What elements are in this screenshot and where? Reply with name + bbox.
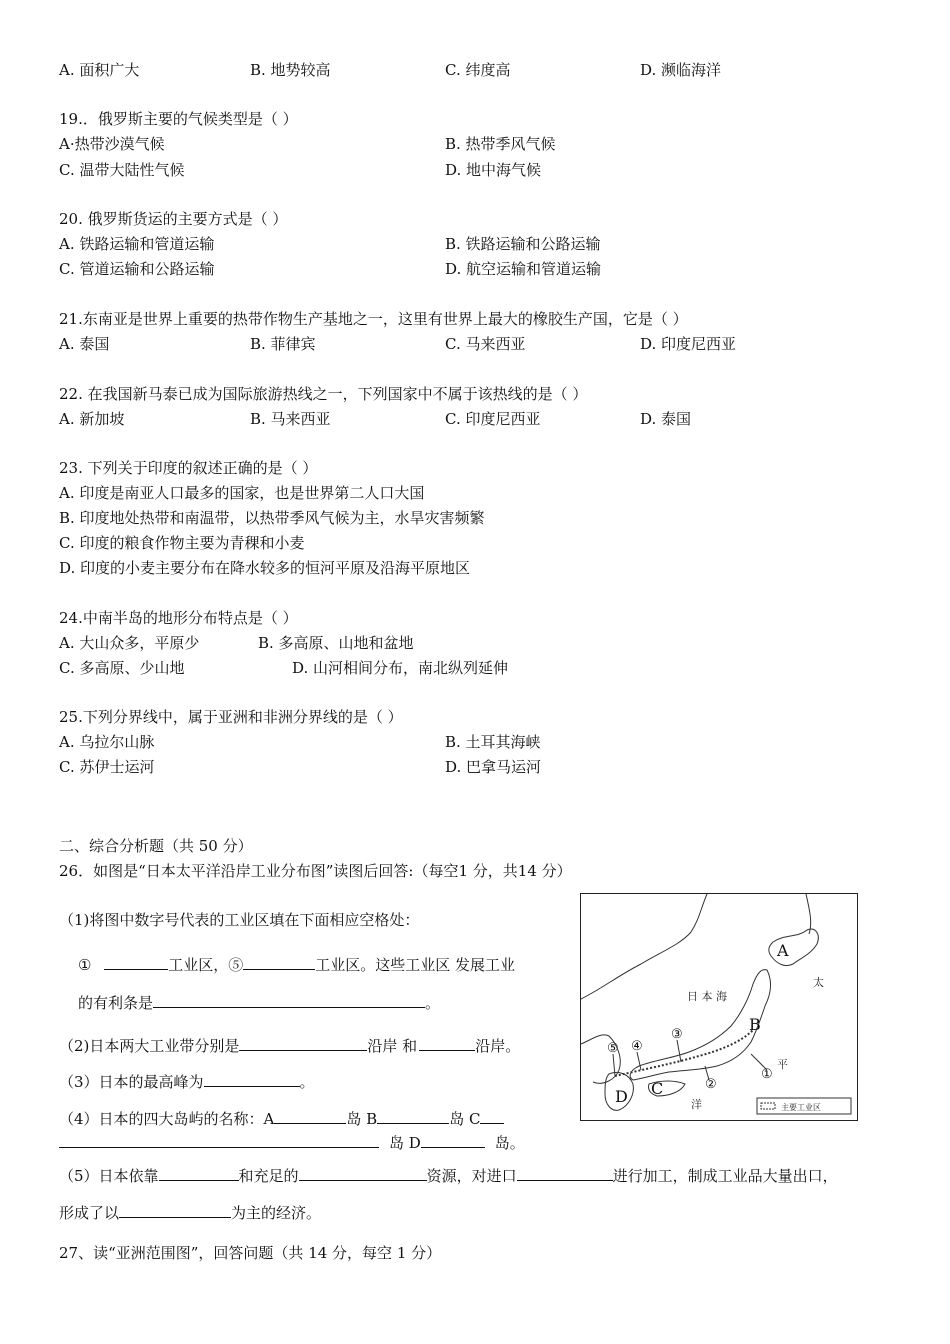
blank-island-a[interactable]: [274, 1109, 346, 1124]
marker-3: ③: [671, 1027, 683, 1042]
q26-text-d: 。: [425, 994, 441, 1012]
q19-option-a: A·热带沙漠气候: [59, 135, 165, 153]
q23-stem: 23. 下列关于印度的叙述正确的是（ ）: [59, 459, 318, 477]
q26-text-f: 沿岸 和: [367, 1037, 418, 1055]
q23-option-d: D. 印度的小麦主要分布在降水较多的恒河平原及沿海平原地区: [59, 559, 471, 577]
q26-text-p: 和充足的: [238, 1167, 299, 1185]
q18-option-a: A. 面积广大: [59, 61, 140, 79]
blank-economy-type[interactable]: [119, 1203, 231, 1218]
blank-industrial-area-5[interactable]: [243, 955, 315, 970]
q26-part3: [59, 1072, 315, 1092]
sea-label: 日 本 海: [687, 990, 727, 1003]
blank-island-d[interactable]: [421, 1133, 485, 1148]
q26-part5-line1: [59, 1166, 838, 1186]
q19-stem: 19.．俄罗斯主要的气候类型是（ ）: [59, 110, 298, 128]
q22-option-a: A. 新加坡: [59, 410, 125, 428]
island-label-a: A: [777, 941, 789, 960]
blank-highest-peak[interactable]: [204, 1072, 300, 1087]
q26-part4-line1: [59, 1109, 504, 1129]
q26-text-g: 沿岸。: [475, 1037, 521, 1055]
q25-option-c: C. 苏伊士运河: [59, 758, 155, 776]
q24-option-a: A. 大山众多，平原少: [59, 634, 200, 652]
marker-1: ①: [761, 1067, 773, 1082]
q26-text-r: 进行加工，制成工业品大量出口，: [612, 1167, 838, 1185]
q27-stem: 27、读“亚洲范围图”，回答问题（共 14 分，每空 1 分）: [59, 1244, 442, 1262]
q20-stem: 20. 俄罗斯货运的主要方式是（ ）: [59, 210, 288, 228]
q21-option-c: C. 马来西亚: [445, 335, 526, 353]
ocean-label-1: 太: [813, 976, 824, 989]
q20-option-c: C. 管道运输和公路运输: [59, 260, 215, 278]
q20-option-d: D. 航空运输和管道运输: [445, 260, 602, 278]
mainland-outline: [581, 894, 707, 1083]
japan-industry-map: [580, 893, 858, 1121]
q26-text-h: （3）日本的最高峰为: [59, 1073, 204, 1091]
q21-option-d: D. 印度尼西亚: [640, 335, 737, 353]
q18-option-d: D. 濒临海洋: [640, 61, 722, 79]
blank-island-c[interactable]: [59, 1133, 379, 1148]
q26-text-m: 岛 D: [389, 1134, 421, 1152]
q19-option-d: D. 地中海气候: [445, 161, 542, 179]
blank-rely-on[interactable]: [159, 1166, 239, 1181]
q26-stem: 26．如图是“日本太平洋沿岸工业分布图”读图后回答:（每空1 分，共14 分）: [59, 862, 572, 880]
q22-option-c: C. 印度尼西亚: [445, 410, 541, 428]
q22-option-b: B. 马来西亚: [250, 410, 331, 428]
q26-text-i: 。: [299, 1073, 315, 1091]
island-label-b: B: [749, 1015, 761, 1034]
map-svg: [581, 894, 857, 1120]
q19-option-b: B. 热带季风气候: [445, 135, 556, 153]
blank-industrial-area-1[interactable]: [104, 955, 168, 970]
q25-option-b: B. 土耳其海峡: [445, 733, 541, 751]
leader-line-3: [677, 1040, 681, 1062]
blank-resource[interactable]: [299, 1166, 427, 1181]
q26-text-e: （2)日本两大工业带分别是: [59, 1037, 240, 1055]
q26-text-q: 资源，对进口: [426, 1167, 517, 1185]
q22-option-d: D. 泰国: [640, 410, 692, 428]
circled-one: ①: [78, 956, 92, 974]
q22-stem: 22. 在我国新马泰已成为国际旅游热线之一，下列国家中不属于该热线的是（ ）: [59, 385, 588, 403]
marker-4: ④: [631, 1039, 643, 1054]
q26-text-k: 岛 B: [346, 1110, 378, 1128]
q24-option-b: B. 多高原、山地和盆地: [258, 634, 414, 652]
q26-part1-line1: [78, 955, 515, 975]
q26-part4-line2: [59, 1133, 525, 1153]
q24-stem: 24.中南半岛的地形分布特点是（ ）: [59, 609, 298, 627]
q25-option-a: A. 乌拉尔山脉: [59, 733, 155, 751]
sakhalin-outline: [806, 894, 811, 934]
q24-option-d: D. 山河相间分布，南北纵列延伸: [292, 659, 509, 677]
q24-option-c: C. 多高原、少山地: [59, 659, 185, 677]
marker-2: ②: [705, 1077, 717, 1092]
island-label-c: C: [651, 1079, 664, 1098]
q25-stem: 25.下列分界线中，属于亚洲和非洲分界线的是（ ）: [59, 708, 403, 726]
island-label-d: D: [615, 1087, 628, 1106]
q26-text-o: （5）日本依靠: [59, 1167, 159, 1185]
q26-text-t: 为主的经济。: [231, 1204, 322, 1222]
marker-5: ⑤: [607, 1041, 619, 1056]
q18-option-c: C. 纬度高: [445, 61, 511, 79]
blank-imports[interactable]: [517, 1166, 613, 1181]
section-title: 二、综合分析题（共 50 分）: [59, 837, 253, 855]
ocean-label-3: 洋: [691, 1098, 702, 1111]
q26-part1-line2: [78, 993, 440, 1013]
q23-option-b: B. 印度地处热带和南温带，以热带季风气候为主，水旱灾害频繁: [59, 509, 485, 527]
q26-part2: [59, 1036, 520, 1056]
q23-option-a: A. 印度是南亚人口最多的国家，也是世界第二人口大国: [59, 484, 425, 502]
q26-text-c: 的有利条是: [78, 994, 154, 1012]
blank-belt-1[interactable]: [239, 1036, 367, 1051]
q26-text-a: 工业区，⑤: [168, 956, 244, 974]
blank-favorable-conditions[interactable]: [153, 993, 425, 1008]
q25-option-d: D. 巴拿马运河: [445, 758, 542, 776]
q21-option-a: A. 泰国: [59, 335, 110, 353]
q21-option-b: B. 菲律宾: [250, 335, 316, 353]
q26-text-n: 岛。: [494, 1134, 525, 1152]
q20-option-b: B. 铁路运输和公路运输: [445, 235, 601, 253]
q18-option-b: B. 地势较高: [250, 61, 331, 79]
ocean-label-2: 平: [777, 1058, 788, 1071]
q23-option-c: C. 印度的粮食作物主要为青稞和小麦: [59, 534, 305, 552]
q20-option-a: A. 铁路运输和管道运输: [59, 235, 215, 253]
blank-island-b[interactable]: [377, 1109, 449, 1124]
q26-part5-line2: [59, 1203, 321, 1223]
q26-text-b: 工业区。这些工业区 发展工业: [315, 956, 516, 974]
blank-island-c-start[interactable]: [480, 1109, 504, 1124]
q19-option-c: C. 温带大陆性气候: [59, 161, 185, 179]
q26-text-l: 岛 C: [449, 1110, 481, 1128]
blank-belt-2[interactable]: [419, 1036, 475, 1051]
legend-text: 主要工业区: [781, 1103, 821, 1112]
q26-part1-text: （1)将图中数字号代表的工业区填在下面相应空格处：: [59, 911, 420, 929]
q21-stem: 21.东南亚是世界上重要的热带作物生产基地之一，这里有世界上最大的橡胶生产国，它是（ ）: [59, 310, 688, 328]
q26-text-s: 形成了以: [59, 1204, 120, 1222]
q26-text-j: （4）日本的四大岛屿的名称：A: [59, 1110, 275, 1128]
